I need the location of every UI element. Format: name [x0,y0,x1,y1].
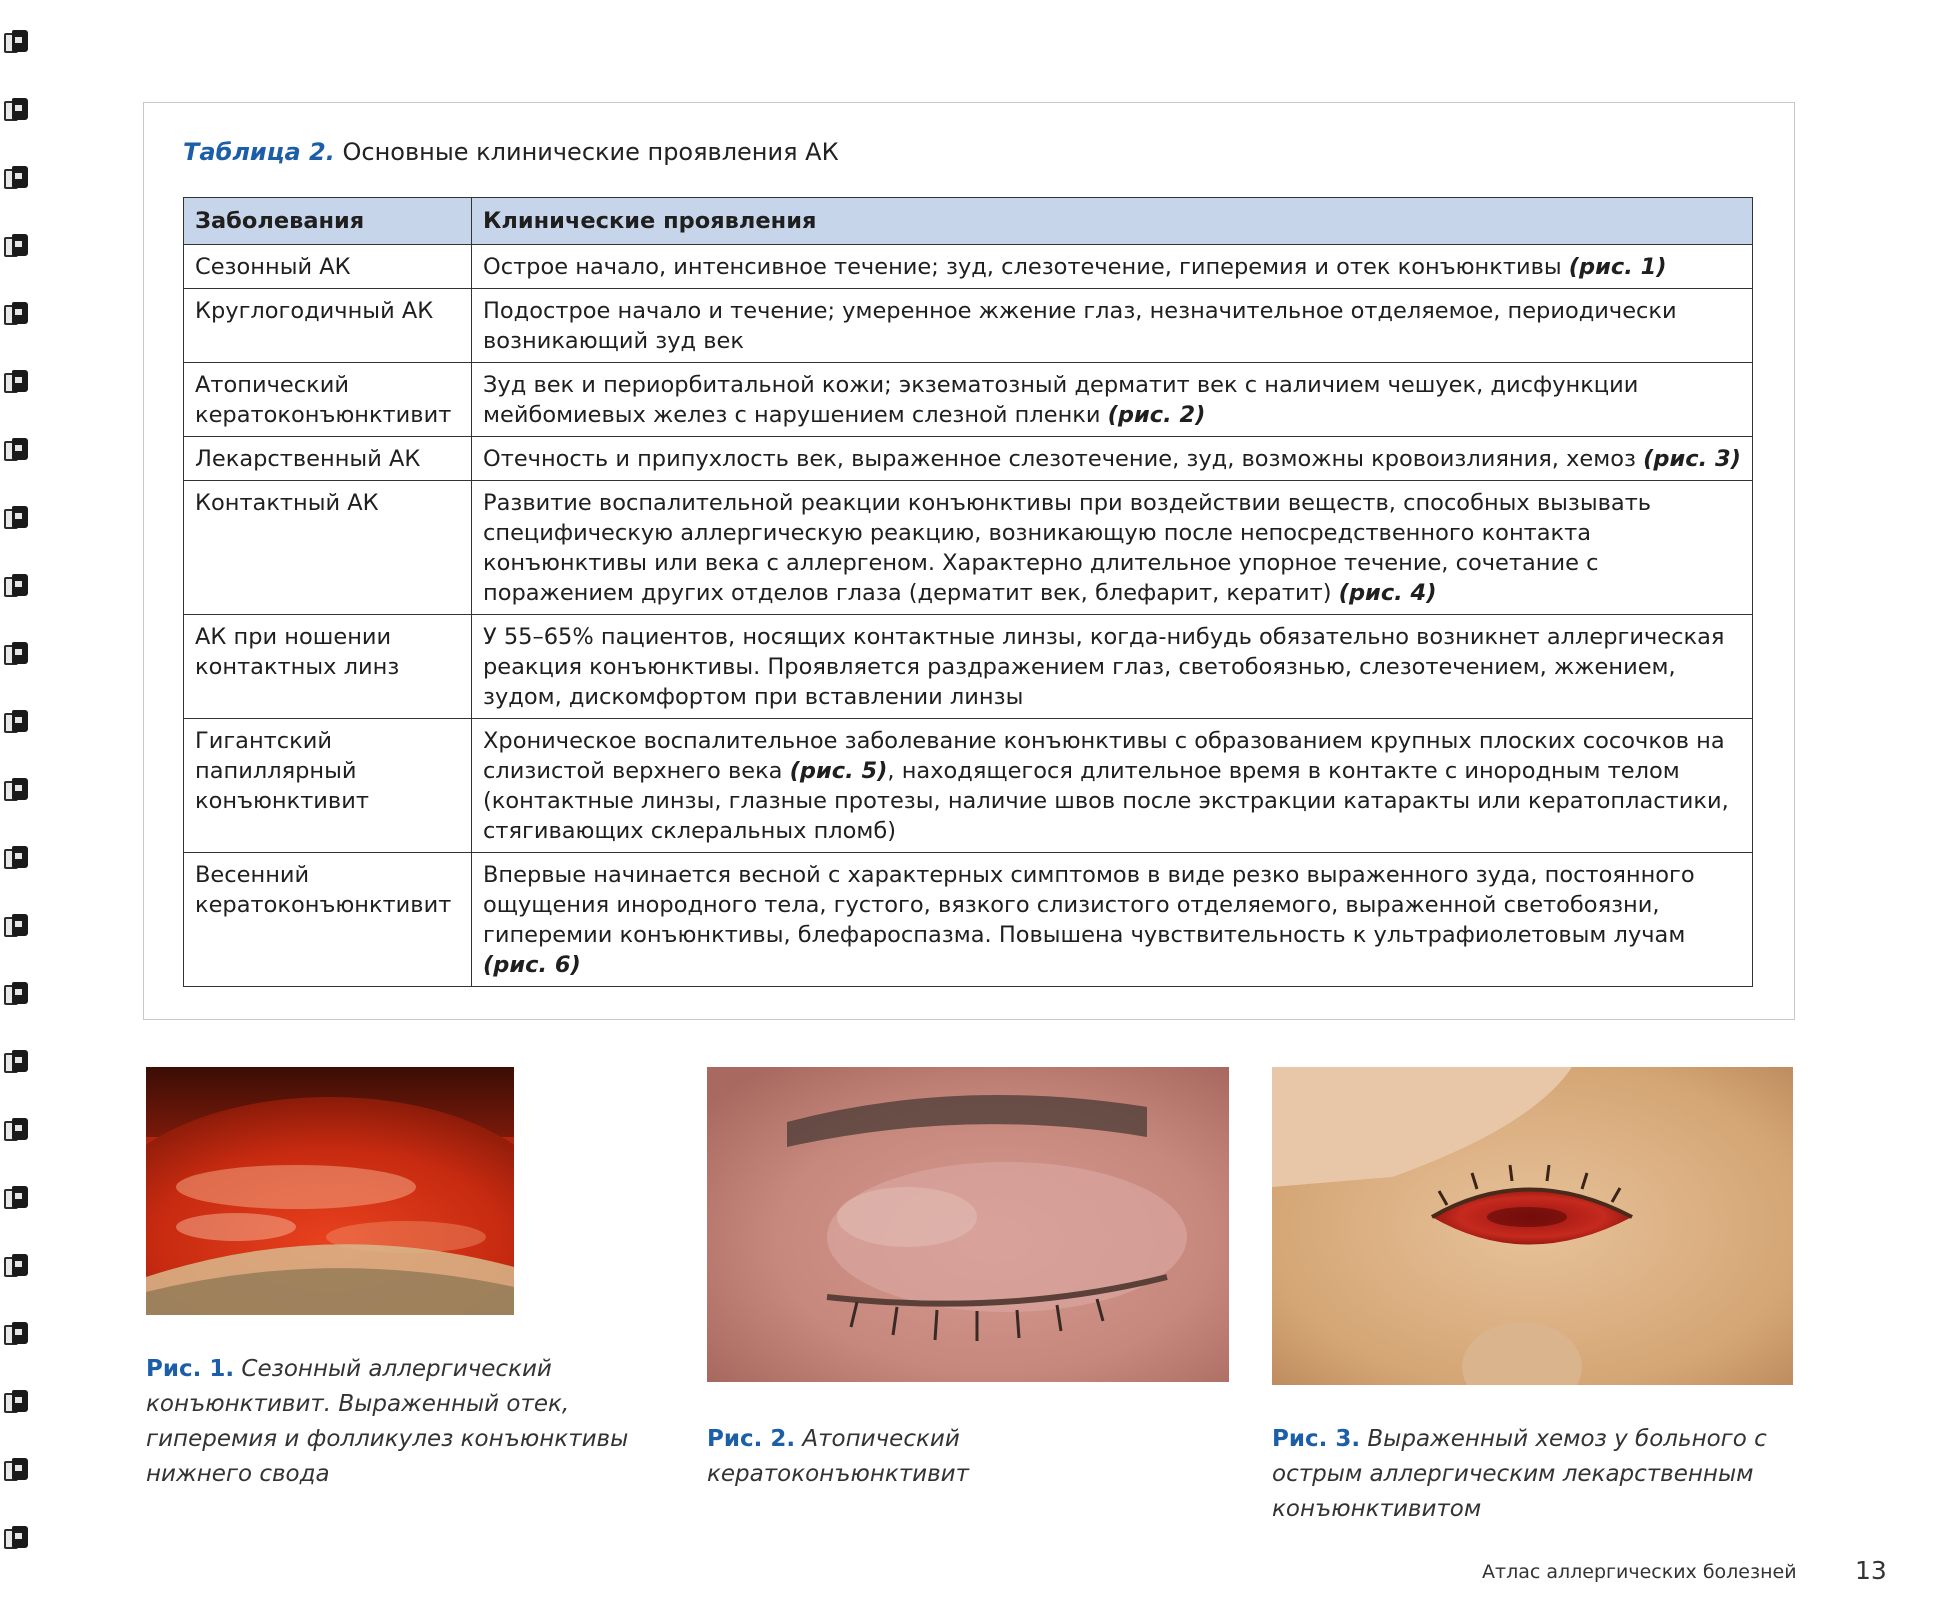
figure-1-label: Рис. 1. [146,1356,235,1382]
manifestation-text: Хроническое воспалительное заболевание конъюнктивы с образованием крупных плоских сосочков на слизистой верхнего века [483,728,1725,784]
figure-reference: (рис. 5) [789,758,888,784]
binding-ring [4,982,28,1004]
binding-ring [4,1322,28,1344]
binding-ring [4,1254,28,1276]
binding-ring [4,1458,28,1480]
manifestation-cell [472,853,1753,987]
table-row [184,853,1753,987]
disease-cell: АК при ношении контактных линз [184,615,472,719]
binding-ring [4,914,28,936]
manifestation-cell [472,481,1753,615]
manifestation-text: Острое начало, интенсивное течение; зуд, слезотечение, гиперемия и отек конъюнктивы [483,254,1569,280]
figure-reference: (рис. 1) [1568,254,1667,280]
table-row [184,615,1753,719]
manifestation-text: Подострое начало и течение; умеренное жжение глаз, незначительное отделяемое, периодически возникающий зуд век [483,298,1677,354]
header-manifestations: Клинические проявления [472,198,1753,245]
table-caption-label: Таблица 2. [183,138,335,166]
table-row [184,719,1753,853]
figure-reference: (рис. 3) [1643,446,1741,472]
binding-ring [4,778,28,800]
binding-ring [4,710,28,732]
binding-ring [4,438,28,460]
manifestation-text: У 55–65% пациентов, носящих контактные линзы, когда-нибудь обязательно возникнет аллергическая реакция конъюнктивы. Проявляется раздражением глаз, светобоязнью, слезотечением, жжением, зудом, дискомфортом при вставлении линзы [483,624,1725,710]
binding-ring [4,846,28,868]
figure-1-caption [146,1352,646,1492]
binding-ring [4,1050,28,1072]
binding-ring [4,506,28,528]
manifestation-text-continued: , находящегося длительное время в контакте с инородным телом (контактные линзы, глазные протезы, наличие швов после экстракции катаракты или кератопластики, стягивающих склеральных пломб) [483,758,1729,844]
manifestation-cell [472,245,1753,289]
manifestation-cell [472,615,1753,719]
binding-ring [4,98,28,120]
figure-reference: (рис. 4) [1338,580,1437,606]
figure-2-caption [707,1422,1127,1492]
header-diseases: Заболевания [184,198,472,245]
figure-2-text: Атопический кератоконъюнктивит [707,1426,969,1487]
page-number: 13 [1855,1556,1887,1585]
disease-cell: Весенний кератоконъюнктивит [184,853,472,987]
figure-1-text: Сезонный аллергический конъюнктивит. Выраженный отек, гиперемия и фолликулез конъюнктивы нижнего свода [146,1356,629,1487]
manifestation-cell [472,719,1753,853]
binding-ring [4,642,28,664]
table-caption [183,138,839,166]
disease-cell: Лекарственный АК [184,437,472,481]
figure-3-label: Рис. 3. [1272,1426,1361,1452]
binding-ring [4,1390,28,1412]
table-row [184,289,1753,363]
figure-3-caption [1272,1422,1792,1527]
disease-cell: Сезонный АК [184,245,472,289]
table-row [184,481,1753,615]
figure-reference: (рис. 2) [1107,402,1206,428]
binding-ring [4,370,28,392]
manifestation-text: Впервые начинается весной с характерных симптомов в виде резко выраженного зуда, постоянного ощущения инородного тела, густого, вязкого слизистого отделяемого, выраженной светобоязни, гиперемии конъюнктивы, блефароспазма. Повышена чувствительность к ультрафиолетовым лучам [483,862,1695,948]
disease-cell: Гигантский папиллярный конъюнктивит [184,719,472,853]
spiral-binding [0,30,34,1600]
binding-ring [4,166,28,188]
manifestation-text: Развитие воспалительной реакции конъюнктивы при воздействии веществ, способных вызывать специфическую аллергическую реакцию, возникающую после непосредственного контакта конъюнктивы или века с аллергеном. Характерно длительное упорное течение, сочетание с поражением других отделов глаза (дерматит век, блефарит, кератит) [483,490,1652,606]
manifestation-cell [472,363,1753,437]
figure-1-photo [146,1067,514,1315]
manifestation-text: Зуд век и периорбитальной кожи; экзематозный дерматит век с наличием чешуек, дисфункции мейбомиевых желез с нарушением слезной пленки [483,372,1639,428]
binding-ring [4,234,28,256]
table-row [184,363,1753,437]
binding-ring [4,1186,28,1208]
figure-2-label: Рис. 2. [707,1426,796,1452]
binding-ring [4,302,28,324]
binding-ring [4,30,28,52]
disease-cell: Контактный АК [184,481,472,615]
figure-3-photo [1272,1067,1793,1385]
table-header-row [184,198,1753,245]
footer-book-title: Атлас аллергических болезней [1482,1561,1797,1583]
figure-2-photo [707,1067,1229,1382]
table-row [184,437,1753,481]
table-caption-text: Основные клинические проявления АК [342,138,839,166]
binding-ring [4,1118,28,1140]
manifestation-cell [472,289,1753,363]
manifestation-cell [472,437,1753,481]
clinical-table [183,197,1753,987]
table-row [184,245,1753,289]
binding-ring [4,574,28,596]
manifestation-text: Отечность и припухлость век, выраженное слезотечение, зуд, возможны кровоизлияния, хемоз [483,446,1644,472]
figure-3-text: Выраженный хемоз у больного с острым аллергическим лекарственным конъюнктивитом [1272,1426,1767,1522]
figure-reference: (рис. 6) [483,952,581,978]
disease-cell: Круглогодичный АК [184,289,472,363]
binding-ring [4,1526,28,1548]
disease-cell: Атопический кератоконъюнктивит [184,363,472,437]
